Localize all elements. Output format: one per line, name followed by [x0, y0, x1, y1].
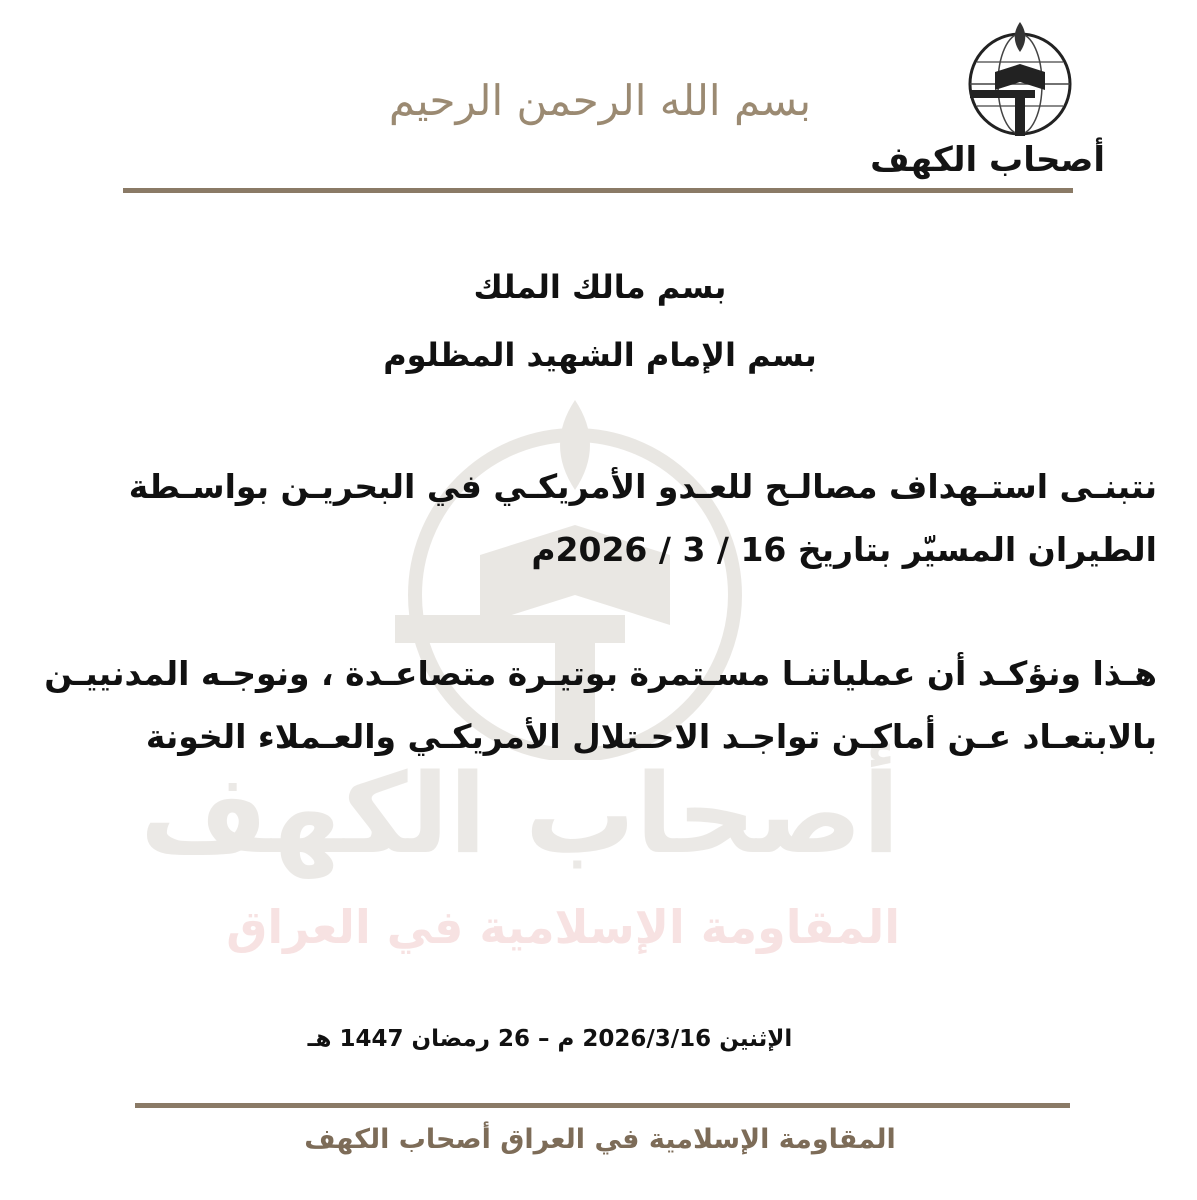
- footer-divider: [135, 1103, 1070, 1108]
- footer-signature: المقاومة الإسلامية في العراق أصحاب الكهف: [304, 1124, 896, 1155]
- watermark-name: أصحاب الكهف: [139, 750, 900, 878]
- group-logo: [870, 12, 1105, 182]
- statement-paragraph-1: نتبنـى استـهداف مصالـح للعـدو الأمريكـي في البحريـن بواسـطة الطيران المسيّر بتاريخ 16 / 3 / 2026م: [128, 467, 1157, 569]
- logo-name: أصحاب الكهف: [870, 140, 1105, 180]
- globe-emblem-icon: [915, 12, 1105, 142]
- basmala-calligraphy: بسم الله الرحمن الرحيم: [388, 75, 812, 125]
- header-divider: [123, 188, 1073, 193]
- statement-title-1: بسم مالك الملك: [473, 268, 727, 306]
- watermark-subtitle: المقاومة الإسلامية في العراق: [226, 900, 900, 954]
- statement-paragraph-2: هـذا ونؤكـد أن عملياتنـا مسـتمرة بوتيـرة متصاعـدة ، ونوجـه المدنييـن بالابتعـاد عـن أماكـن تواجـد الاحـتلال الأمريكـي والعـملاء الخونة: [44, 654, 1157, 756]
- statement-dateline: الإثنين 2026/3/16 م – 26 رمضان 1447 هـ: [307, 1026, 793, 1052]
- statement-title-2: بسم الإمام الشهيد المظلوم: [383, 336, 817, 374]
